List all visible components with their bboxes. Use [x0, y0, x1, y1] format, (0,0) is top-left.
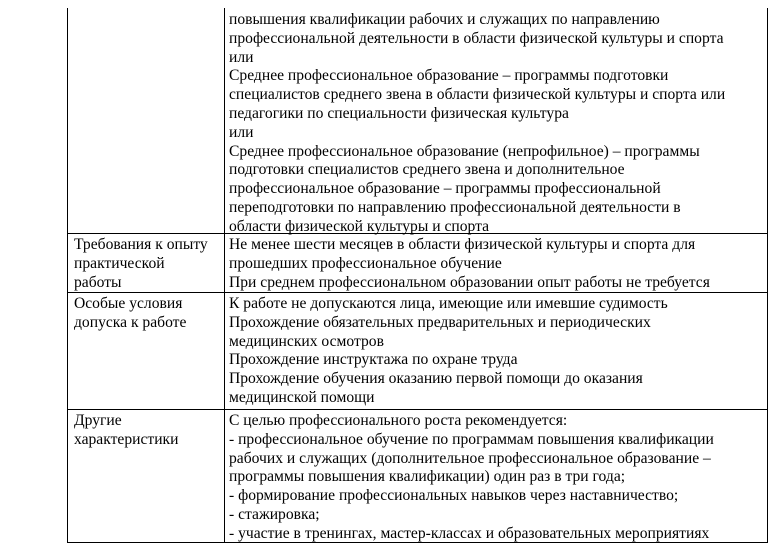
content-line: рабочих и служащих (дополнительное профессиональное образование –	[229, 449, 711, 467]
content-line: медицинских осмотров	[229, 332, 384, 350]
content-line: Прохождение обязательных предварительных и периодических	[229, 313, 651, 331]
content-line: - стажировка;	[229, 505, 320, 523]
row-content	[229, 11, 764, 237]
row-label	[74, 236, 219, 292]
label-line: практической	[74, 254, 165, 272]
table-row-admission	[68, 292, 767, 410]
content-line: или	[229, 123, 254, 141]
content-line: медицинской помощи	[229, 388, 375, 406]
row-content	[229, 412, 764, 544]
content-line: - формирование профессиональных навыков через наставничество;	[229, 487, 679, 505]
content-line: педагогики по специальности физическая культура	[229, 104, 569, 122]
label-line: Другие	[74, 412, 122, 429]
content-line: Прохождение обучения оказанию первой помощи до оказания	[229, 370, 643, 388]
content-line: - профессиональное обучение по программам повышения квалификации	[229, 430, 714, 448]
requirements-table	[67, 8, 768, 543]
content-line: программы повышения квалификации) один раз в три года;	[229, 468, 626, 486]
content-line: При среднем профессиональном образовании опыт работы не требуется	[229, 273, 710, 291]
table-row-other	[68, 409, 767, 543]
content-line: Среднее профессиональное образование (непрофильное) – программы	[229, 142, 700, 160]
content-line: - участие в тренингах, мастер-классах и образовательных мероприятиях	[229, 524, 710, 542]
table-row-experience	[68, 233, 767, 293]
label-line: Требования к опыту	[74, 236, 208, 253]
content-line: области физической культуры и спорта	[229, 217, 490, 235]
content-line: Прохождение инструктажа по охране труда	[229, 351, 518, 369]
table-row-education	[68, 8, 767, 233]
content-line: С целью профессионального роста рекомендуется:	[229, 412, 568, 429]
row-content	[229, 295, 764, 408]
row-label	[74, 295, 219, 333]
content-line: специалистов среднего звена в области физической культуры и спорта или	[229, 86, 726, 104]
label-line: Особые условия	[74, 295, 183, 312]
content-line: прошедших профессиональное обучение	[229, 254, 502, 272]
content-line: Среднее профессиональное образование – программы подготовки	[229, 67, 669, 85]
content-line: профессиональное образование – программы профессиональной	[229, 180, 661, 198]
content-line: подготовки специалистов среднего звена и дополнительное	[229, 161, 625, 179]
label-line: характеристики	[74, 430, 179, 448]
row-label	[74, 412, 219, 450]
content-line: повышения квалификации рабочих и служащих по направлению	[229, 11, 660, 28]
content-line: К работе не допускаются лица, имеющие или имевшие судимость	[229, 295, 668, 312]
content-line: переподготовки по направлению профессиональной деятельности в	[229, 198, 681, 216]
label-line: работы	[74, 273, 122, 291]
label-line: допуска к работе	[74, 313, 187, 331]
row-content	[229, 236, 764, 292]
content-line: профессиональной деятельности в области физической культуры и спорта	[229, 29, 724, 47]
content-line: Не менее шести месяцев в области физической культуры и спорта для	[229, 236, 696, 253]
content-line: или	[229, 48, 254, 66]
